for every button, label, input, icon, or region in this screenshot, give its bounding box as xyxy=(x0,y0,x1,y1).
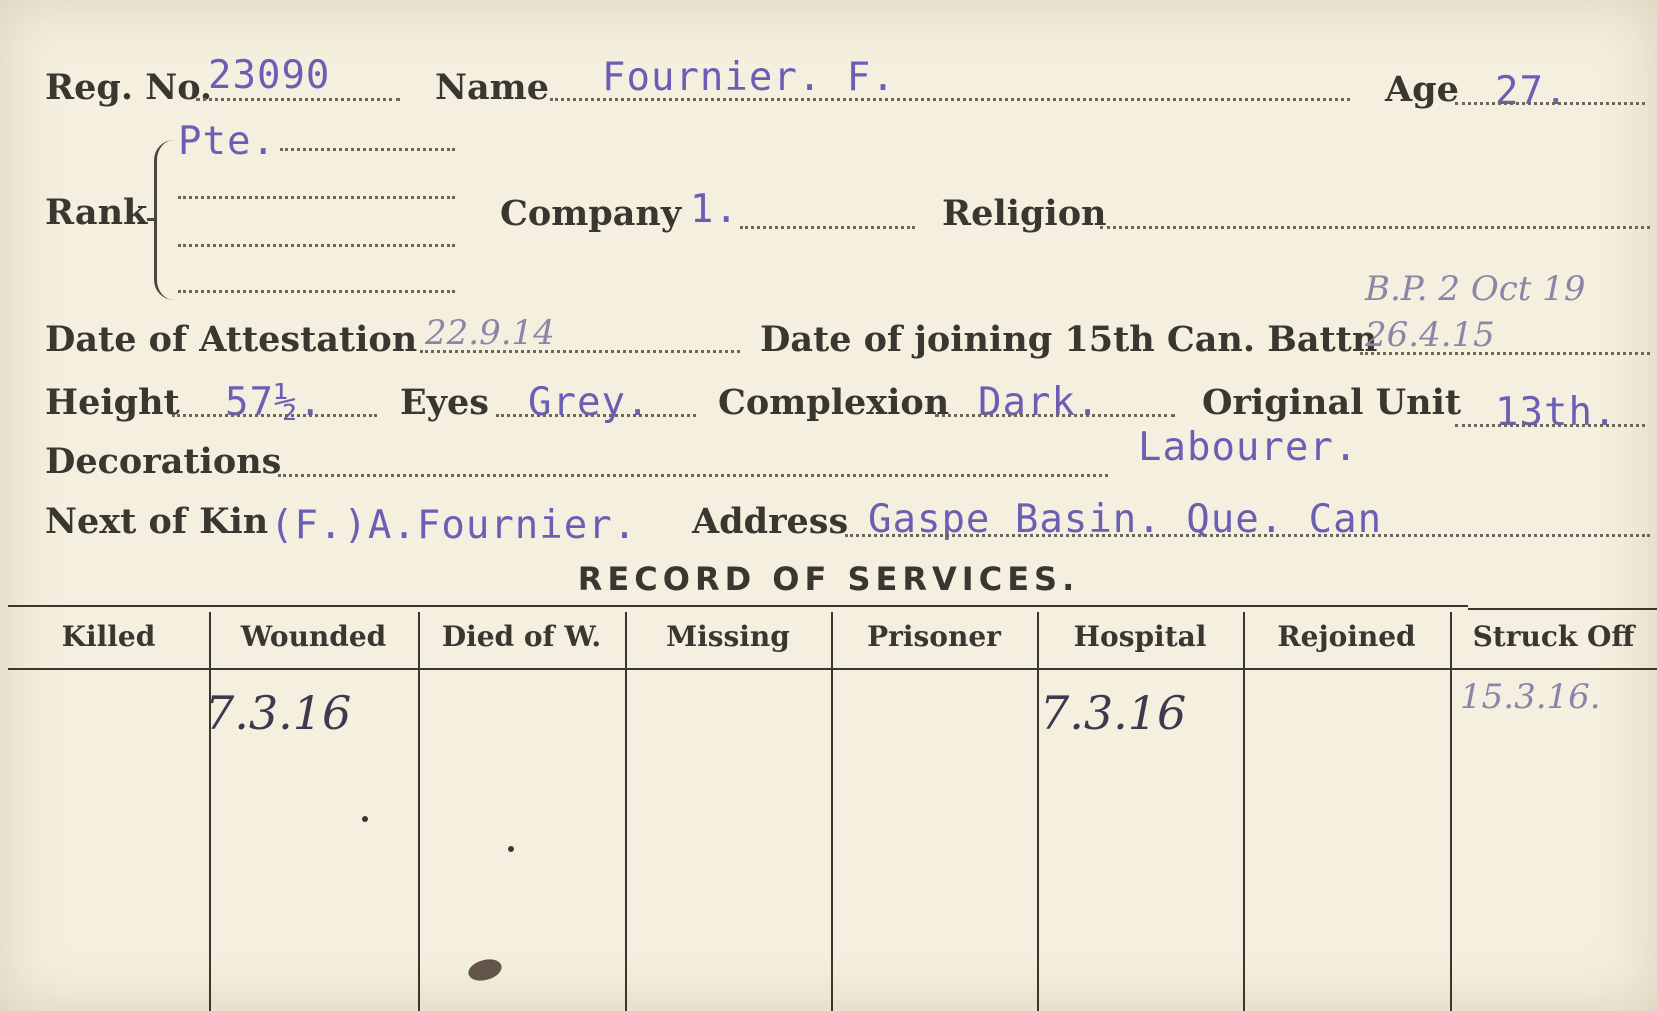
address-value: Gaspe Basin. Que. Can xyxy=(868,497,1383,542)
column-header-missing: Missing xyxy=(666,620,790,653)
column-divider-7 xyxy=(1450,612,1452,1011)
age-dotted-line xyxy=(1455,102,1645,105)
complexion-label: Complexion xyxy=(718,382,950,423)
address-label: Address xyxy=(692,501,849,542)
ink-speck xyxy=(362,816,368,822)
handwritten-annotation: B.P. 2 Oct 19 xyxy=(1365,269,1586,309)
company-dotted-line xyxy=(740,226,915,229)
original-unit-dotted-line xyxy=(1455,424,1645,427)
reg-no-label: Reg. No. xyxy=(45,67,213,108)
original-unit-label: Original Unit xyxy=(1202,382,1462,423)
next-of-kin-value: (F.)A.Fournier. xyxy=(270,503,638,548)
rank-line-4 xyxy=(178,290,455,293)
column-divider-1 xyxy=(209,612,211,1011)
eyes-label: Eyes xyxy=(400,382,489,423)
attestation-value: 22.9.14 xyxy=(425,313,555,353)
complexion-value: Dark. xyxy=(978,380,1101,425)
column-header-killed: Killed xyxy=(61,620,156,653)
table-top-rule xyxy=(8,605,1468,607)
column-header-died-of-wounds: Died of W. xyxy=(441,620,602,653)
height-value: 57½. xyxy=(225,380,323,425)
attestation-label: Date of Attestation xyxy=(45,319,418,360)
decorations-dotted-line xyxy=(278,474,1108,477)
column-divider-2 xyxy=(418,612,420,1011)
original-unit-value: 13th. xyxy=(1495,390,1618,435)
eyes-dotted-line xyxy=(496,414,696,417)
wounded-entry: 7.3.16 xyxy=(205,686,352,740)
rank-line-2 xyxy=(178,196,455,199)
complexion-dotted-line xyxy=(935,414,1175,417)
column-header-wounded: Wounded xyxy=(240,620,387,653)
religion-dotted-line xyxy=(1100,226,1650,229)
eyes-value: Grey. xyxy=(528,380,651,425)
rank-brace-tip xyxy=(147,218,157,221)
hospital-entry: 7.3.16 xyxy=(1040,686,1187,740)
record-heading: RECORD OF SERVICES. xyxy=(577,560,1080,598)
joining-value: 26.4.15 xyxy=(1365,315,1495,355)
joining-label: Date of joining 15th Can. Battn xyxy=(760,319,1378,360)
height-dotted-line xyxy=(172,414,377,417)
name-value: Fournier. F. xyxy=(602,55,896,100)
column-header-hospital: Hospital xyxy=(1073,620,1207,653)
name-label: Name xyxy=(435,67,549,108)
reg-no-value: 23090 xyxy=(208,53,331,98)
rank-value: Pte. xyxy=(178,119,276,164)
column-header-struck-off: Struck Off xyxy=(1472,620,1635,653)
age-label: Age xyxy=(1385,69,1459,110)
occupation-value: Labourer. xyxy=(1138,425,1359,470)
column-header-rejoined: Rejoined xyxy=(1277,620,1416,653)
company-value: 1. xyxy=(690,187,739,232)
next-of-kin-label: Next of Kin xyxy=(45,501,269,542)
column-divider-5 xyxy=(1037,612,1039,1011)
decorations-label: Decorations xyxy=(45,441,282,482)
joining-dotted-line xyxy=(1360,352,1650,355)
name-dotted-line xyxy=(550,98,1350,101)
age-value: 27. xyxy=(1495,69,1569,114)
reg-no-dotted-line xyxy=(196,98,400,101)
attestation-dotted-line xyxy=(420,350,740,353)
column-header-prisoner: Prisoner xyxy=(867,620,1001,653)
table-top-rule-right xyxy=(1468,608,1657,610)
ink-speck xyxy=(508,846,514,852)
column-divider-4 xyxy=(831,612,833,1011)
height-label: Height xyxy=(45,382,180,423)
address-dotted-line xyxy=(845,534,1650,537)
rank-brace xyxy=(154,140,179,300)
struck-off-entry: 15.3.16. xyxy=(1460,677,1601,717)
column-divider-3 xyxy=(625,612,627,1011)
ink-stain xyxy=(466,956,504,984)
column-divider-6 xyxy=(1243,612,1245,1011)
rank-line-3 xyxy=(178,244,455,247)
religion-label: Religion xyxy=(942,193,1107,234)
rank-line-1 xyxy=(280,148,455,151)
rank-label: Rank xyxy=(45,192,148,233)
company-label: Company xyxy=(500,193,682,234)
